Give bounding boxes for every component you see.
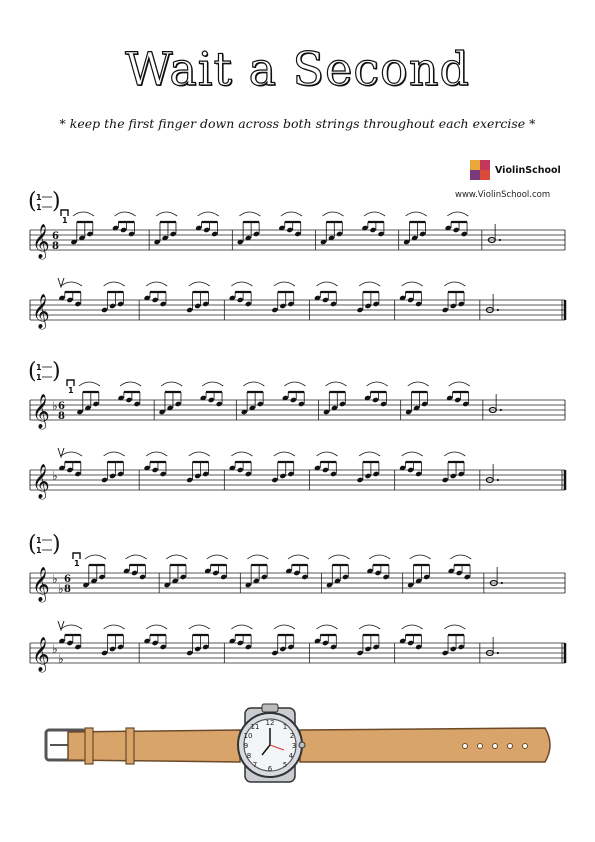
- treble-clef: 𝄞: [32, 394, 50, 429]
- slur: [410, 555, 431, 559]
- svg-text:5: 5: [282, 761, 288, 769]
- finger-bracket: ): [52, 532, 61, 557]
- svg-text:11: 11: [250, 723, 260, 731]
- slur: [402, 452, 423, 456]
- page-subtitle: * keep the first finger down across both strings throughout each exercise *: [59, 116, 536, 131]
- slur: [104, 282, 125, 286]
- flat-sign: ♭: [58, 652, 64, 666]
- flat-sign: ♭: [52, 469, 58, 483]
- finger-top: 1: [36, 363, 42, 372]
- svg-text:12: 12: [265, 719, 275, 727]
- svg-text:2: 2: [289, 732, 295, 740]
- slur: [359, 282, 380, 286]
- slur: [447, 212, 468, 216]
- svg-text:3: 3: [291, 742, 297, 750]
- slur: [231, 625, 252, 629]
- slur: [364, 212, 385, 216]
- finger-bracket: ): [52, 189, 61, 214]
- fingering-number: 1: [74, 559, 80, 568]
- slur: [120, 382, 141, 386]
- wristwatch-illustration: [40, 700, 560, 790]
- slur: [156, 212, 177, 216]
- slur: [61, 282, 82, 286]
- svg-text:7: 7: [252, 761, 258, 769]
- slur: [323, 212, 344, 216]
- slur: [247, 555, 268, 559]
- slur: [449, 382, 470, 386]
- slur: [243, 382, 264, 386]
- time-signature-top: 6: [58, 401, 65, 412]
- svg-text:4: 4: [288, 752, 294, 760]
- flat-sign: ♭: [52, 399, 58, 413]
- page-title: Wait a Second: [125, 42, 470, 96]
- slur: [444, 452, 465, 456]
- slur: [281, 212, 302, 216]
- slur: [198, 212, 219, 216]
- treble-clef: 𝄞: [32, 567, 50, 602]
- slur: [231, 452, 252, 456]
- flat-sign: ♭: [58, 582, 64, 596]
- slur: [61, 625, 82, 629]
- finger-bottom: 1: [36, 373, 42, 382]
- slur: [146, 282, 167, 286]
- finger-bracket: (: [28, 359, 37, 384]
- slur: [406, 212, 427, 216]
- treble-clef: 𝄞: [32, 637, 50, 672]
- time-signature-bottom: 8: [52, 241, 59, 252]
- slur: [189, 452, 210, 456]
- slur: [274, 282, 295, 286]
- time-signature-bottom: 8: [58, 411, 65, 422]
- slur: [317, 282, 338, 286]
- slur: [408, 382, 429, 386]
- finger-bottom: 1: [36, 203, 42, 212]
- slur: [239, 212, 260, 216]
- slur: [329, 555, 350, 559]
- slur: [231, 282, 252, 286]
- slur: [444, 625, 465, 629]
- time-signature-bottom: 8: [64, 584, 71, 595]
- slur: [274, 452, 295, 456]
- svg-text:9: 9: [243, 742, 249, 750]
- slur: [202, 382, 223, 386]
- slur: [444, 282, 465, 286]
- treble-clef: 𝄞: [32, 224, 50, 259]
- slur: [79, 382, 100, 386]
- finger-bracket: (: [28, 532, 37, 557]
- finger-bottom: 1: [36, 546, 42, 555]
- finger-top: 1: [36, 193, 42, 202]
- fingering-number: 1: [68, 386, 74, 395]
- fingering-number: 1: [62, 216, 68, 225]
- slur: [402, 625, 423, 629]
- slur: [146, 452, 167, 456]
- slur: [359, 625, 380, 629]
- slur: [104, 452, 125, 456]
- website-url[interactable]: www.ViolinSchool.com: [455, 190, 551, 200]
- treble-clef: 𝄞: [32, 294, 50, 329]
- svg-text:8: 8: [246, 752, 252, 760]
- slur: [317, 625, 338, 629]
- time-signature-top: 6: [52, 231, 59, 242]
- flat-sign: ♭: [52, 642, 58, 656]
- svg-text:10: 10: [243, 732, 253, 740]
- svg-text:6: 6: [267, 765, 273, 773]
- slur: [189, 625, 210, 629]
- slur: [61, 452, 82, 456]
- logo-text: ViolinSchool: [495, 164, 561, 176]
- slur: [284, 382, 305, 386]
- slur: [104, 625, 125, 629]
- slur: [359, 452, 380, 456]
- slur: [73, 212, 94, 216]
- flat-sign: ♭: [52, 572, 58, 586]
- slur: [274, 625, 295, 629]
- slur: [85, 555, 106, 559]
- slur: [161, 382, 182, 386]
- slur: [126, 555, 147, 559]
- slur: [326, 382, 347, 386]
- slur: [207, 555, 228, 559]
- slur: [450, 555, 471, 559]
- slur: [189, 282, 210, 286]
- slur: [367, 382, 388, 386]
- treble-clef: 𝄞: [32, 464, 50, 499]
- time-signature-top: 6: [64, 574, 71, 585]
- slur: [146, 625, 167, 629]
- svg-text:1: 1: [282, 723, 288, 731]
- finger-bracket: (: [28, 189, 37, 214]
- slur: [115, 212, 136, 216]
- slur: [369, 555, 390, 559]
- finger-top: 1: [36, 536, 42, 545]
- slur: [166, 555, 187, 559]
- finger-bracket: ): [52, 359, 61, 384]
- slur: [317, 452, 338, 456]
- slur: [402, 282, 423, 286]
- slur: [288, 555, 309, 559]
